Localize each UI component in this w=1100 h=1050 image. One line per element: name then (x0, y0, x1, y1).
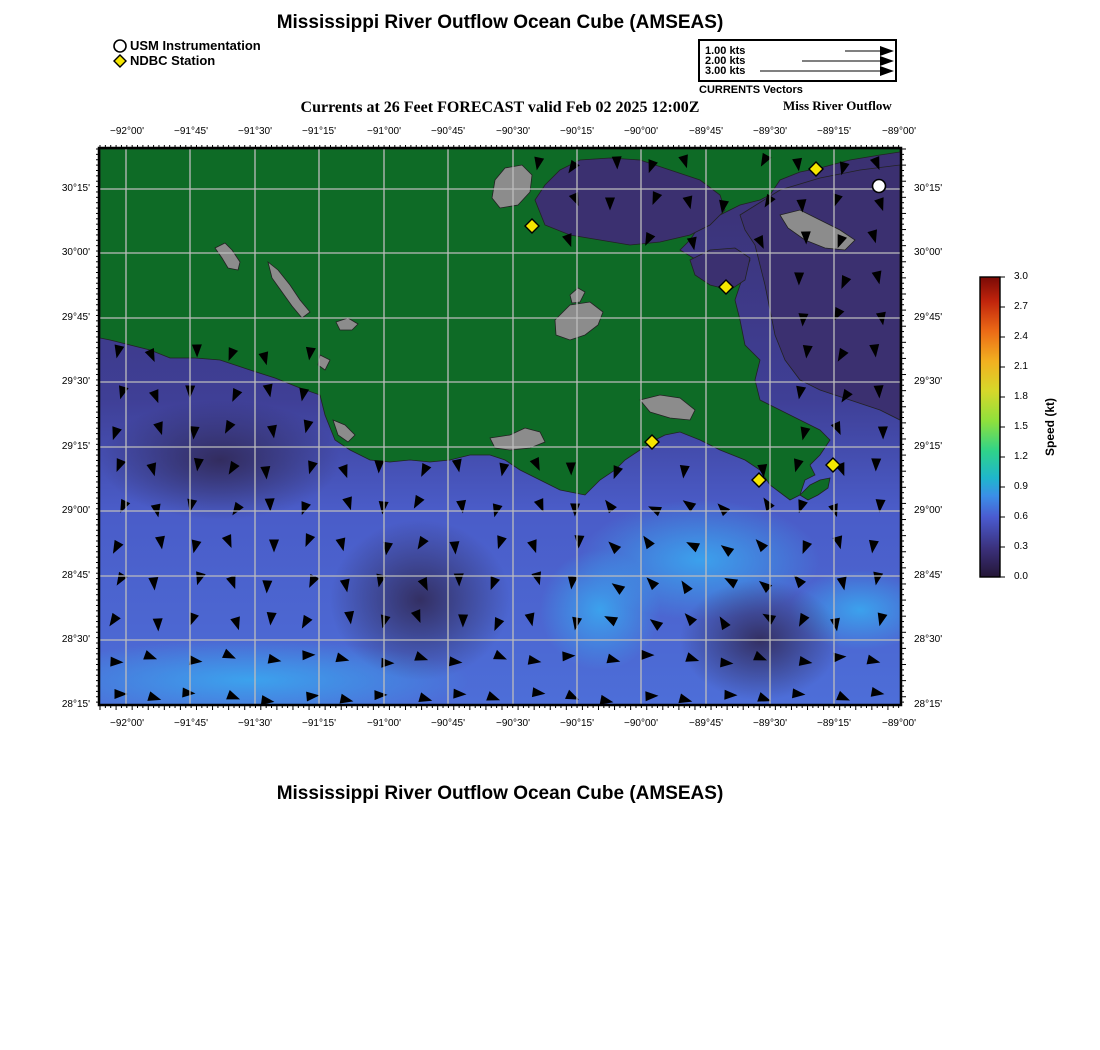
x-tick-bottom-11: −89°15' (817, 718, 851, 729)
colorbar-tick-1: 2.7 (1014, 301, 1028, 312)
vector-key-box (698, 39, 897, 82)
y-tick-left-4: 29°15' (61, 441, 90, 452)
y-tick-left-6: 28°45' (61, 570, 90, 581)
usm-station-marker (873, 180, 886, 193)
legend-ndbc (112, 53, 215, 68)
x-tick-top-2: −91°30' (238, 126, 272, 137)
y-tick-right-6: 28°45' (914, 570, 943, 581)
x-tick-bottom-7: −90°15' (560, 718, 594, 729)
x-tick-bottom-6: −90°30' (496, 718, 530, 729)
x-tick-top-12: −89°00' (882, 126, 916, 137)
y-tick-left-2: 29°45' (61, 312, 90, 323)
colorbar-tick-9: 0.3 (1014, 541, 1028, 552)
x-tick-bottom-8: −90°00' (624, 718, 658, 729)
y-tick-left-1: 30°00' (61, 247, 90, 258)
colorbar-tick-4: 1.8 (1014, 391, 1028, 402)
colorbar-tick-8: 0.6 (1014, 511, 1028, 522)
vector-key-label-1: 1.00 kts (705, 45, 746, 57)
colorbar-tick-6: 1.2 (1014, 451, 1028, 462)
x-tick-top-5: −90°45' (431, 126, 465, 137)
bottom-title: Mississippi River Outflow Ocean Cube (AMSEAS) (276, 783, 724, 804)
y-tick-left-8: 28°15' (61, 699, 90, 710)
y-tick-right-8: 28°15' (914, 699, 943, 710)
y-tick-right-0: 30°15' (914, 183, 943, 194)
x-tick-top-1: −91°45' (174, 126, 208, 137)
x-tick-top-4: −91°00' (367, 126, 401, 137)
x-tick-bottom-9: −89°45' (689, 718, 723, 729)
colorbar-tick-2: 2.4 (1014, 331, 1028, 342)
vector-key-label-3: 3.00 kts (705, 65, 746, 77)
vector-key-caption: CURRENTS Vectors (699, 84, 803, 96)
usm-circle-icon (112, 39, 128, 53)
vector-key-label-2: 2.00 kts (705, 55, 746, 67)
x-tick-top-11: −89°15' (817, 126, 851, 137)
x-tick-bottom-12: −89°00' (882, 718, 916, 729)
x-tick-top-0: −92°00' (110, 126, 144, 137)
colorbar-gradient (980, 277, 1000, 577)
x-tick-top-3: −91°15' (302, 126, 336, 137)
y-tick-left-7: 28°30' (61, 634, 90, 645)
x-tick-top-7: −90°15' (560, 126, 594, 137)
colorbar-tick-marks (1000, 277, 1005, 577)
y-tick-right-4: 29°15' (914, 441, 943, 452)
x-tick-bottom-0: −92°00' (110, 718, 144, 729)
x-tick-bottom-4: −91°00' (367, 718, 401, 729)
y-tick-right-3: 29°30' (914, 376, 943, 387)
y-tick-right-5: 29°00' (914, 505, 943, 516)
x-tick-top-9: −89°45' (689, 126, 723, 137)
x-tick-bottom-10: −89°30' (753, 718, 787, 729)
x-tick-top-8: −90°00' (624, 126, 658, 137)
y-tick-left-0: 30°15' (61, 183, 90, 194)
colorbar-tick-7: 0.9 (1014, 481, 1028, 492)
dark-patch-3 (100, 400, 340, 520)
colorbar-label: Speed (kt) (1043, 398, 1057, 457)
x-tick-top-6: −90°30' (496, 126, 530, 137)
legend-usm (112, 38, 261, 53)
colorbar-tick-0: 3.0 (1014, 271, 1028, 282)
y-tick-right-2: 29°45' (914, 312, 943, 323)
map-canvas (96, 145, 908, 710)
y-tick-left-5: 29°00' (61, 505, 90, 516)
legend-ndbc-label: NDBC Station (130, 53, 216, 68)
x-tick-bottom-1: −91°45' (174, 718, 208, 729)
colorbar-tick-10: 0.0 (1014, 571, 1028, 582)
x-tick-bottom-3: −91°15' (302, 718, 336, 729)
x-tick-bottom-2: −91°30' (238, 718, 272, 729)
map-subtitle: Miss River Outflow (783, 98, 892, 113)
top-title: Mississippi River Outflow Ocean Cube (AMSEAS) (276, 12, 724, 33)
x-tick-top-10: −89°30' (753, 126, 787, 137)
colorbar-tick-3: 2.1 (1014, 361, 1028, 372)
vector-key-arrows (700, 41, 895, 80)
y-tick-right-1: 30°00' (914, 247, 943, 258)
y-tick-right-7: 28°30' (914, 634, 943, 645)
x-tick-bottom-5: −90°45' (431, 718, 465, 729)
colorbar-tick-5: 1.5 (1014, 421, 1028, 432)
map-title: Currents at 26 Feet FORECAST valid Feb 02 2025 12:00Z (300, 99, 700, 116)
colorbar (970, 270, 1040, 586)
y-tick-left-3: 29°30' (61, 376, 90, 387)
legend-usm-label: USM Instrumentation (130, 38, 261, 53)
ndbc-diamond-icon (112, 54, 128, 68)
